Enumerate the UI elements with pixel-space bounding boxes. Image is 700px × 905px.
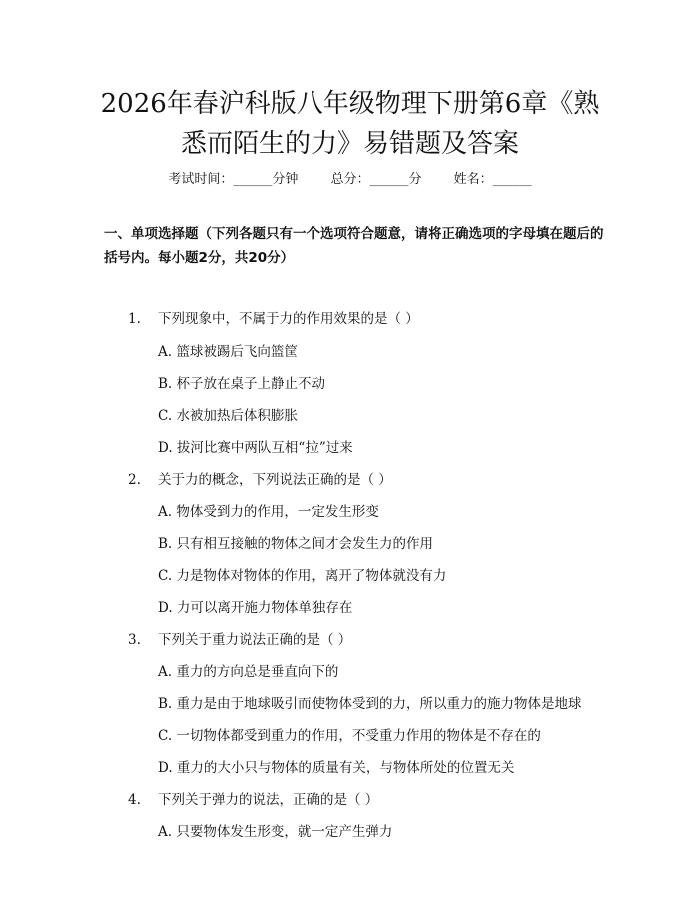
option: B. 重力是由于地球吸引而使物体受到的力，所以重力的施力物体是地球 [158,696,582,712]
question-1 [128,307,419,327]
option: D. 力可以离开施力物体单独存在 [158,600,353,616]
option: B. 杯子放在桌子上静止不动 [158,376,326,392]
question-number: 3. [128,632,141,648]
exam-score: 总分：______分 [330,172,422,187]
option: A. 篮球被踢后飞向篮筐 [158,344,298,360]
option: C. 一切物体都受到重力的作用，不受重力作用的物体是不存在的 [158,728,541,744]
page-title-line2: 悉而陌生的力》易错题及答案 [180,129,519,159]
option: D. 重力的大小只与物体的质量有关，与物体所处的位置无关 [158,760,515,776]
question-text: 下列关于弹力的说法，正确的是（ ） [158,792,379,808]
question-3 [128,628,351,648]
question-number: 4. [128,792,141,808]
question-4 [128,788,378,808]
exam-meta [0,168,700,187]
section-heading: 一、单项选择题（下列各题只有一个选项符合题意，请将正确选项的字母填在题后的括号内。每小题2分，共20分） [104,226,604,266]
option: B. 只有相互接触的物体之间才会发生力的作用 [158,536,434,552]
question-text: 关于力的概念，下列说法正确的是（ ） [158,472,392,488]
student-name: 姓名：______ [453,172,532,187]
option: A. 只要物体发生形变，就一定产生弹力 [158,824,393,840]
option: C. 力是物体对物体的作用，离开了物体就没有力 [158,568,447,584]
exam-time: 考试时间：______分钟 [168,172,299,187]
page-title-line1: 2026年春沪科版八年级物理下册第6章《熟 [100,89,600,119]
option: A. 物体受到力的作用，一定发生形变 [158,504,379,520]
option: C. 水被加热后体积膨胀 [158,408,298,424]
question-text: 下列现象中，不属于力的作用效果的是（ ） [158,311,419,327]
option: A. 重力的方向总是垂直向下的 [158,664,339,680]
question-text: 下列关于重力说法正确的是（ ） [158,632,352,648]
question-number: 1. [128,311,141,327]
option: D. 拔河比赛中两队互相“拉”过来 [158,440,353,456]
question-number: 2. [128,472,141,488]
question-2 [128,468,392,488]
